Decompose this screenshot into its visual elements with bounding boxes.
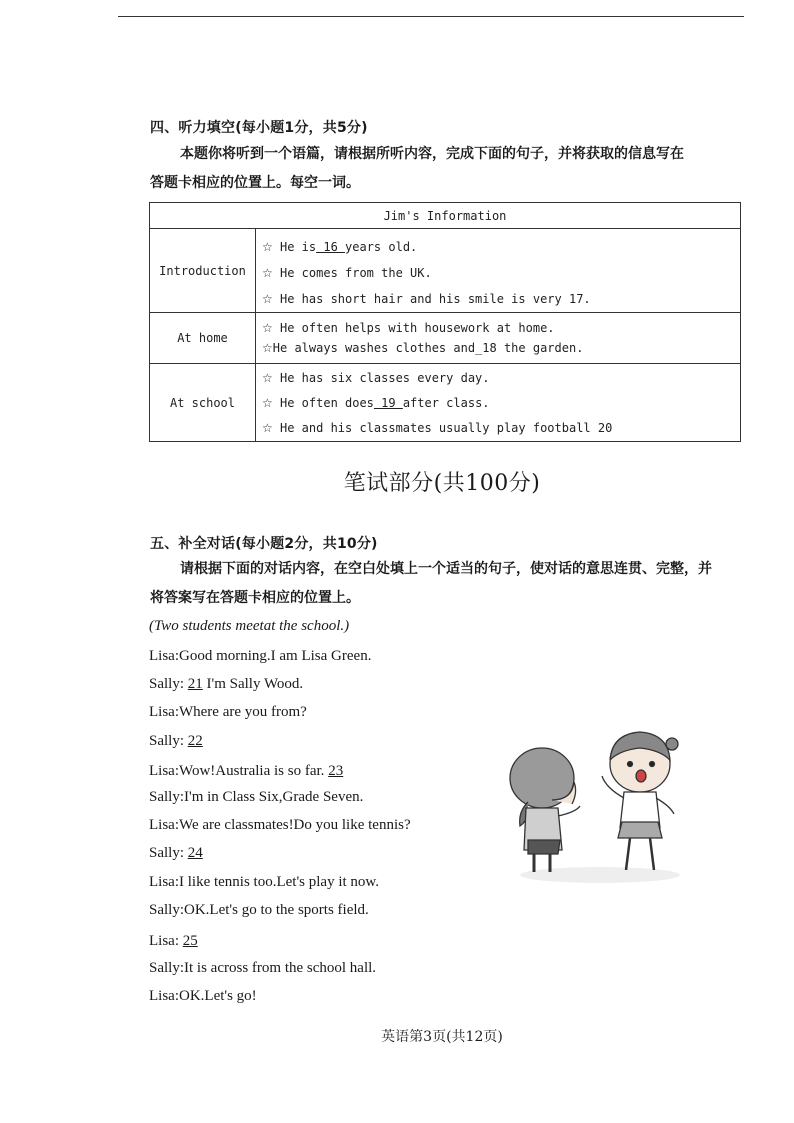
dialogue-line: Sally:It is across from the school hall. xyxy=(149,960,377,976)
section4-instruction-line1: 本题你将听到一个语篇，请根据所听内容，完成下面的句子，并将获取的信息写在 xyxy=(180,146,684,162)
dialogue-line: Lisa:I like tennis too.Let's play it now. xyxy=(149,874,380,890)
table-line: ☆ He has short hair and his smile is very 17. xyxy=(262,292,591,306)
blank-23: 23 xyxy=(328,763,344,779)
blank-22: 22 xyxy=(187,733,203,749)
dialogue-line: Lisa: 25 xyxy=(149,933,198,949)
written-part-title: 笔试部分(共100分) xyxy=(343,471,541,496)
section5-instruction-line2: 将答案写在答题卡相应的位置上。 xyxy=(150,590,360,606)
jims-information-table xyxy=(149,202,741,442)
section5-title: 五、补全对话(每小题2分，共10分) xyxy=(150,536,378,552)
star-icon: ☆ xyxy=(262,396,273,410)
cell-introduction xyxy=(256,229,741,313)
two-girls-illustration xyxy=(500,730,700,885)
section5-instruction xyxy=(150,555,742,613)
section4-instruction xyxy=(150,140,742,198)
page-footer: 英语第3页(共12页) xyxy=(381,1029,503,1045)
table-line: ☆He always washes clothes and_18 the garden. xyxy=(262,341,584,355)
dialogue-line: Lisa:Wow!Australia is so far. 23 xyxy=(149,763,344,779)
dialogue-line: Lisa:Good morning.I am Lisa Green. xyxy=(149,648,372,664)
star-icon: ☆ xyxy=(262,292,273,306)
dialogue-line: Lisa:We are classmates!Do you like tennis? xyxy=(149,817,411,833)
star-icon: ☆ xyxy=(262,266,273,280)
dialogue-line: Sally: 22 xyxy=(149,733,203,749)
cell-at-home xyxy=(256,313,741,364)
star-icon: ☆ xyxy=(262,240,273,254)
row-label-introduction: Introduction xyxy=(150,229,256,313)
dialogue-line: Sally:OK.Let's go to the sports field. xyxy=(149,902,369,918)
dialogue-line: Sally:I'm in Class Six,Grade Seven. xyxy=(149,789,364,805)
cell-at-school xyxy=(256,364,741,442)
row-label-at-home: At home xyxy=(150,313,256,364)
star-icon: ☆ xyxy=(262,371,273,385)
table-line: ☆ He comes from the UK. xyxy=(262,266,432,280)
section4-title: 四、听力填空(每小题1分，共5分) xyxy=(150,120,368,136)
section4-instruction-line2: 答题卡相应的位置上。每空一词。 xyxy=(150,175,360,191)
table-line: ☆ He and his classmates usually play football 20 xyxy=(262,421,613,435)
star-icon: ☆ xyxy=(262,421,273,435)
dialogue-setting: (Two students meetat the school.) xyxy=(149,618,350,634)
blank-25: 25 xyxy=(182,933,198,949)
star-icon: ☆ xyxy=(262,321,273,335)
row-label-at-school: At school xyxy=(150,364,256,442)
blank-19: 19 xyxy=(373,396,403,410)
section5-instruction-line1: 请根据下面的对话内容，在空白处填上一个适当的句子，使对话的意思连贯、完整，并 xyxy=(180,561,712,577)
dialogue-line: Lisa:Where are you from? xyxy=(149,704,307,720)
star-icon: ☆ xyxy=(262,341,273,355)
dialogue-line: Lisa:OK.Let's go! xyxy=(149,988,257,1004)
table-line: ☆ He is 16 years old. xyxy=(262,240,418,254)
blank-16: 16 xyxy=(316,240,346,254)
table-line: ☆ He often helps with housework at home. xyxy=(262,321,555,335)
dialogue-line: Sally: 21 I'm Sally Wood. xyxy=(149,676,304,692)
blank-24: 24 xyxy=(187,845,203,861)
header-rule xyxy=(118,16,744,17)
table-line: ☆ He has six classes every day. xyxy=(262,371,490,385)
dialogue-line: Sally: 24 xyxy=(149,845,203,861)
table-line: ☆ He often does 19 after class. xyxy=(262,396,490,410)
blank-21: 21 xyxy=(187,676,203,692)
table-header: Jim's Information xyxy=(150,203,741,229)
